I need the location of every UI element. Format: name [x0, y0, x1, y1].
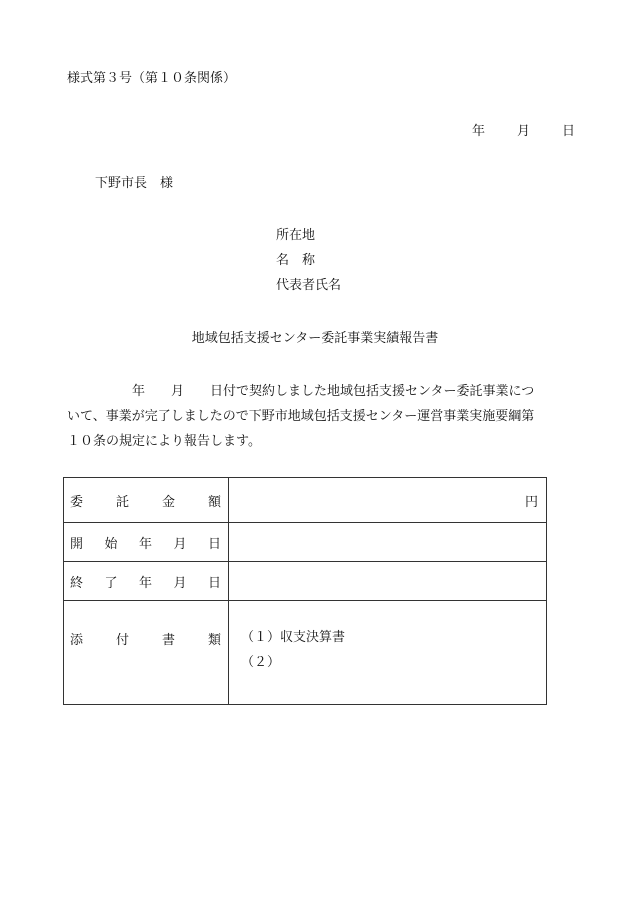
body-text	[67, 379, 551, 454]
label-char: 始	[104, 536, 118, 552]
date-line	[472, 120, 575, 139]
body-line-1: 年 月 日付で契約しました地域包括支援センター委託事業につ	[67, 384, 535, 399]
form-number: 様式第３号（第１０条関係）	[67, 71, 237, 86]
table-row-end-date	[64, 562, 547, 601]
table-row-contract-amount	[64, 478, 547, 523]
label-char: 年	[138, 575, 152, 591]
label-char: 額	[207, 494, 221, 510]
label-attachments	[64, 601, 229, 705]
label-char: 書	[161, 633, 175, 648]
label-char: 月	[173, 536, 187, 552]
label-char: 年	[138, 536, 152, 552]
date-month: 月	[517, 124, 531, 139]
address-label: 所在地	[276, 228, 316, 243]
label-char: 付	[115, 633, 129, 648]
report-table	[63, 477, 547, 705]
body-line-3: １０条の規定により報告します。	[67, 434, 261, 449]
value-start-date	[229, 523, 547, 562]
label-end-date	[64, 562, 229, 601]
label-char: 委	[70, 494, 84, 510]
label-char: 了	[104, 575, 118, 591]
date-year: 年	[472, 124, 486, 139]
date-day: 日	[562, 124, 576, 139]
value-attachments	[229, 601, 547, 705]
document-title: 地域包括支援センター委託事業実績報告書	[191, 331, 439, 346]
label-char: 終	[70, 575, 84, 591]
value-end-date	[229, 562, 547, 601]
label-char: 託	[115, 494, 129, 510]
table-row-attachments	[64, 601, 547, 705]
attachment-item-1: （１）収支決算書	[241, 630, 346, 645]
label-contract-amount	[64, 478, 229, 523]
label-char: 開	[70, 536, 84, 552]
label-char: 日	[207, 575, 221, 591]
body-line-2: いて、事業が完了しましたので下野市地域包括支援センター運営事業実施要綱第	[67, 409, 535, 424]
label-char: 金	[161, 494, 175, 510]
label-char: 月	[173, 575, 187, 591]
representative-label: 代表者氏名	[276, 278, 342, 293]
table-row-start-date	[64, 523, 547, 562]
label-char: 添	[70, 633, 84, 648]
attachment-item-2: （２）	[241, 655, 281, 670]
applicant-block	[276, 224, 341, 299]
label-char: 類	[207, 633, 221, 648]
name-label: 名 称	[276, 253, 316, 268]
label-start-date	[64, 523, 229, 562]
value-contract-amount: 円	[229, 478, 547, 523]
label-char: 日	[207, 536, 221, 552]
addressee: 下野市長 様	[95, 176, 174, 191]
